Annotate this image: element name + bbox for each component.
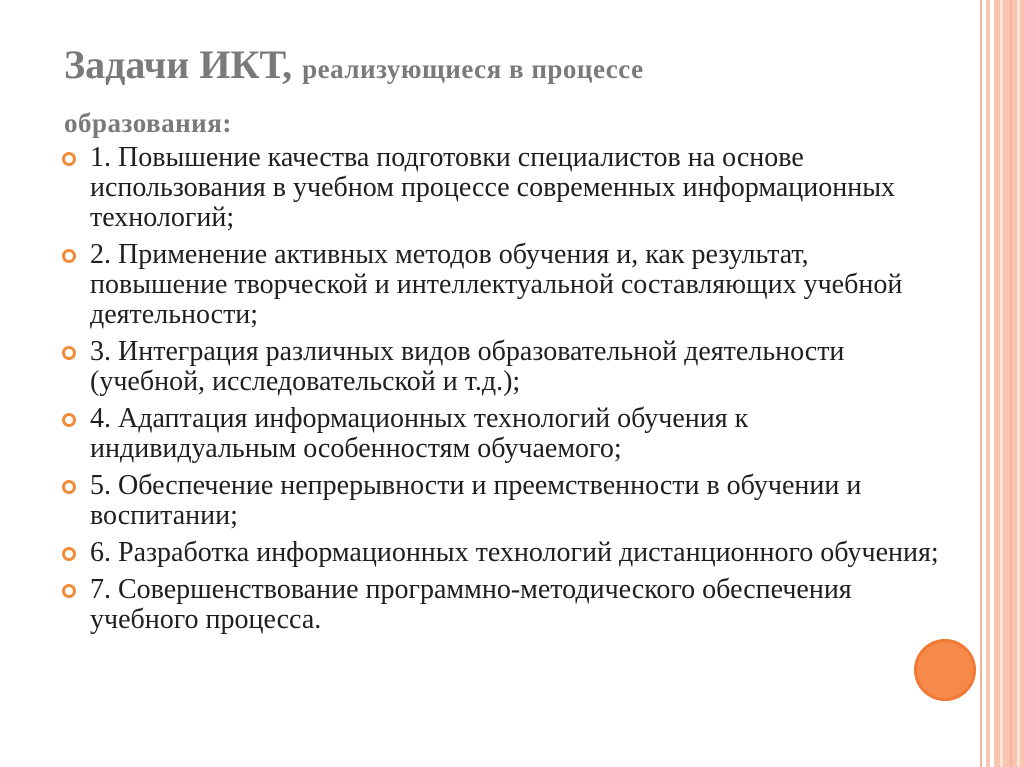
title-part3: образования: <box>64 108 232 138</box>
list-item <box>62 538 942 568</box>
orange-circle-icon <box>914 639 976 701</box>
ring-bullet-icon <box>62 152 76 166</box>
ring-bullet-icon <box>62 346 76 360</box>
list-item-text: 7. Совершенствование программно-методического обеспечения учебного процесса. <box>90 574 852 635</box>
list-item <box>62 575 942 635</box>
list-item-text: 2. Применение активных методов обучения и, как результат, повышение творческой и интеллектуальной составляющих учебной деятельности; <box>90 239 903 330</box>
list-item <box>62 337 942 397</box>
decor-stripe <box>986 0 990 767</box>
list-item-text: 5. Обеспечение непрерывности и преемственности в обучении и воспитании; <box>90 470 862 531</box>
list-item <box>62 240 942 330</box>
list-item-text: 1. Повышение качества подготовки специалистов на основе использования в учебном процессе современных информационных технологий; <box>90 142 896 233</box>
title-part2: реализующиеся в процессе <box>302 54 644 84</box>
decor-stripe <box>1000 0 1003 767</box>
list-item-text: 3. Интеграция различных видов образовательной деятельности (учебной, исследовательской и т.д.); <box>90 336 845 397</box>
list-item <box>62 143 942 233</box>
title-part1: Задачи ИКТ, <box>64 42 303 87</box>
decor-stripe <box>1010 0 1012 767</box>
ring-bullet-icon <box>62 413 76 427</box>
ring-bullet-icon <box>62 480 76 494</box>
ring-bullet-icon <box>62 249 76 263</box>
slide-title <box>64 40 924 148</box>
tasks-list <box>62 143 942 642</box>
list-item-text: 4. Адаптация информационных технологий обучения к индивидуальным особенностям обучаемого; <box>90 403 749 464</box>
decor-stripe <box>1017 0 1020 767</box>
list-item <box>62 471 942 531</box>
list-item <box>62 404 942 464</box>
list-item-text: 6. Разработка информационных технологий дистанционного обучения; <box>90 537 939 568</box>
ring-bullet-icon <box>62 584 76 598</box>
ring-bullet-icon <box>62 547 76 561</box>
decor-stripe <box>980 0 982 767</box>
